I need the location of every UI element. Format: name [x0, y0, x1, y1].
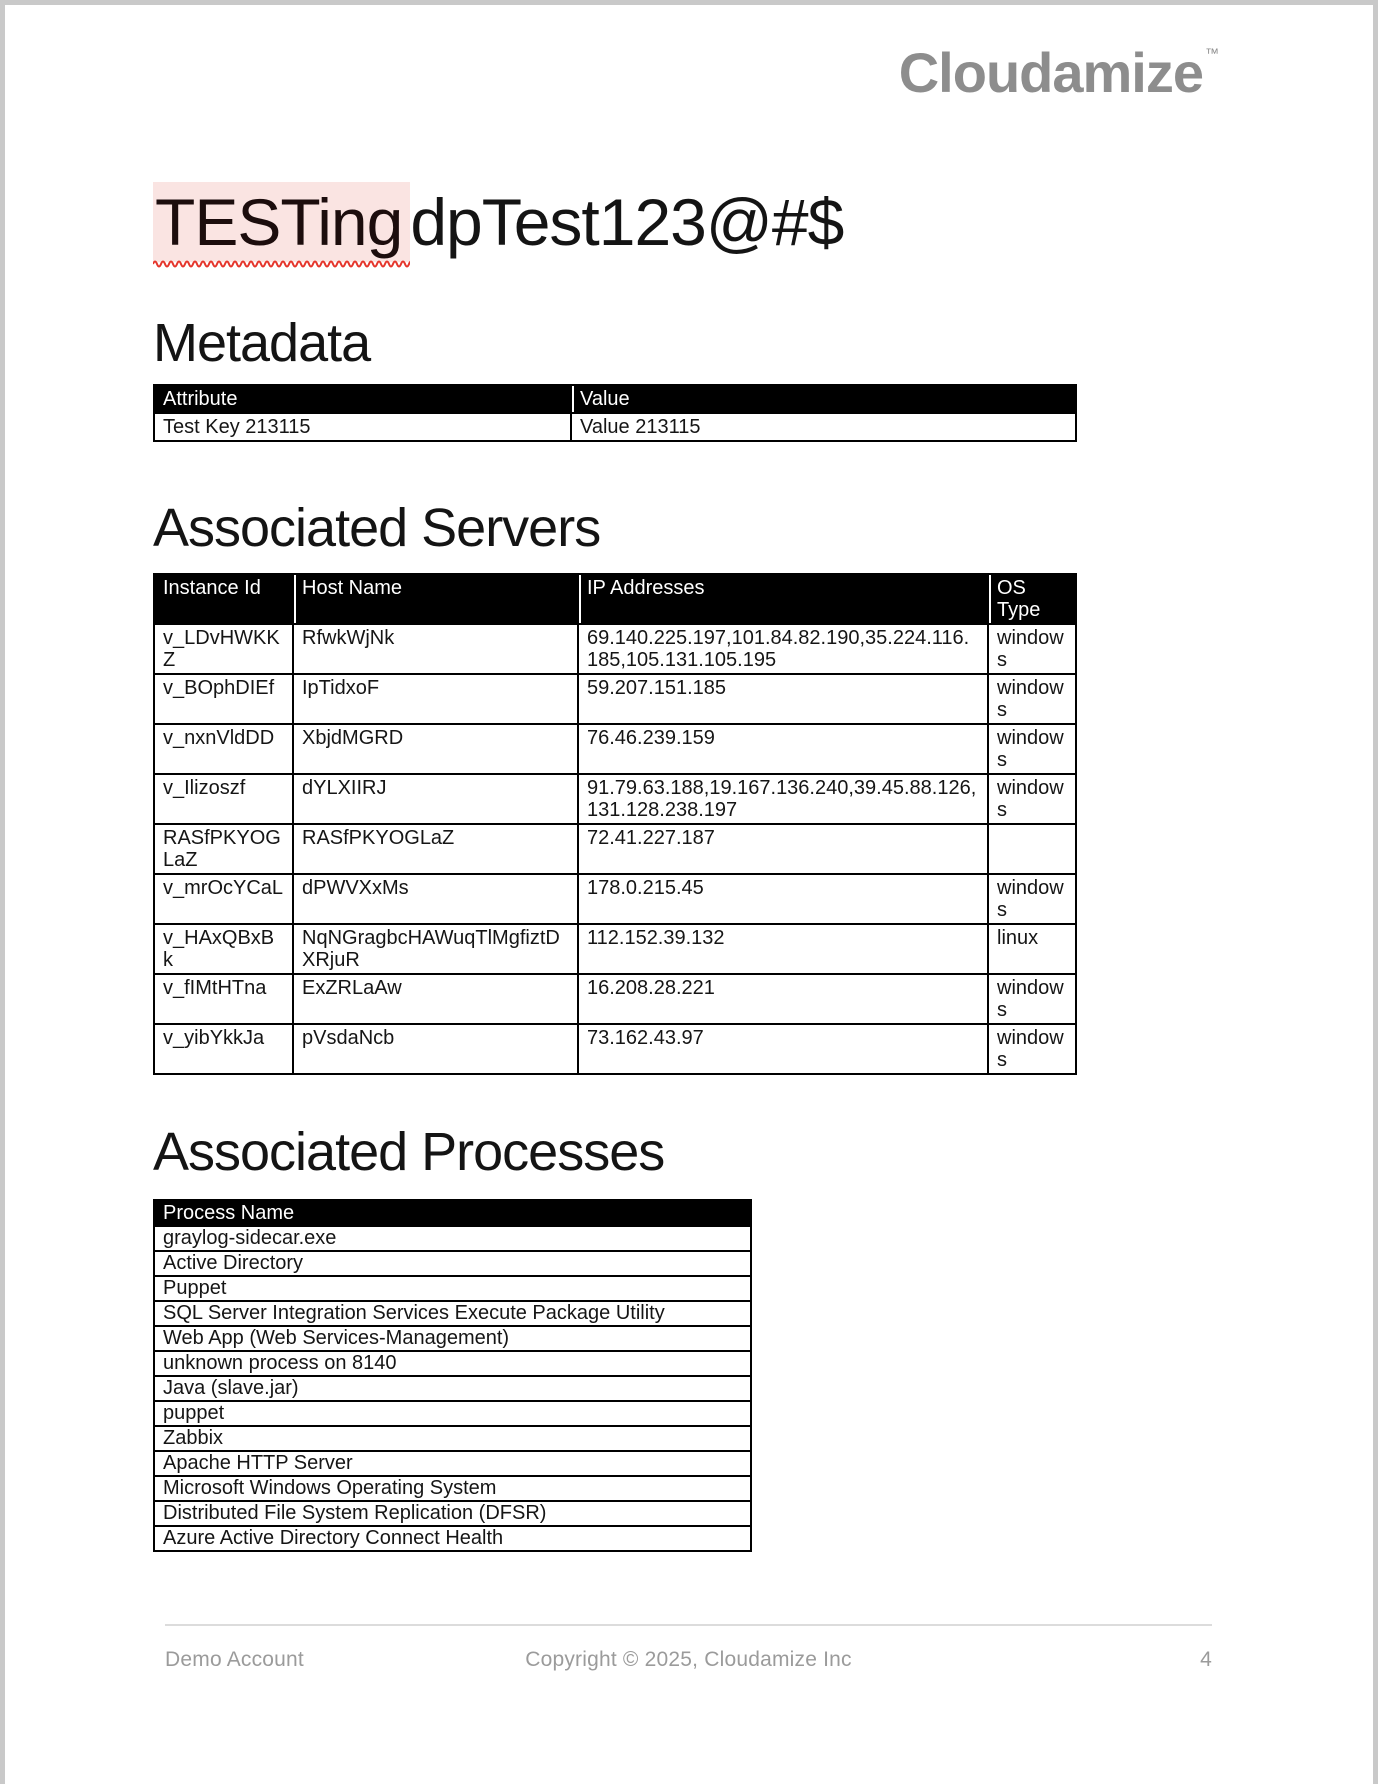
- table-cell: ExZRLaAw: [293, 974, 578, 1024]
- table-cell: Apache HTTP Server: [154, 1451, 751, 1476]
- table-row: [154, 1476, 751, 1501]
- table-cell: windows: [988, 774, 1076, 824]
- table-cell: dYLXIIRJ: [293, 774, 578, 824]
- table-row: [154, 1401, 751, 1426]
- cloudamize-logo: [899, 41, 1217, 119]
- table-row: [154, 1451, 751, 1476]
- table-header-row: [154, 385, 1076, 413]
- table-cell: 91.79.63.188,19.167.136.240,39.45.88.126,131.128.238.197: [578, 774, 988, 824]
- table-cell: graylog-sidecar.exe: [154, 1226, 751, 1251]
- table-cell: puppet: [154, 1401, 751, 1426]
- table-cell: v_yibYkkJa: [154, 1024, 293, 1074]
- table-row: [154, 924, 1076, 974]
- table-cell: Test Key 213115: [154, 413, 571, 441]
- table-cell: Microsoft Windows Operating System: [154, 1476, 751, 1501]
- table-row: [154, 1326, 751, 1351]
- column-header-host-name: Host Name: [293, 574, 578, 624]
- table-cell: v_fIMtHTna: [154, 974, 293, 1024]
- table-cell: v_HAxQBxBk: [154, 924, 293, 974]
- servers-table: [153, 573, 1077, 1075]
- table-cell: windows: [988, 874, 1076, 924]
- logo-row: [5, 41, 1217, 120]
- table-row: [154, 1226, 751, 1251]
- title-highlight-text: TESTing: [155, 185, 403, 259]
- spellcheck-squiggle-icon: [153, 259, 410, 268]
- table-row: [154, 1251, 751, 1276]
- table-row: [154, 724, 1076, 774]
- table-cell: Zabbix: [154, 1426, 751, 1451]
- table-cell: XbjdMGRD: [293, 724, 578, 774]
- table-cell: Value 213115: [571, 413, 1076, 441]
- metadata-table: [153, 384, 1077, 442]
- title-rest-text: dpTest123@#$: [410, 185, 844, 259]
- table-row: [154, 1501, 751, 1526]
- table-cell: 59.207.151.185: [578, 674, 988, 724]
- table-row: [154, 1276, 751, 1301]
- page-footer: [165, 1624, 1212, 1672]
- column-header-attribute: Attribute: [154, 385, 571, 413]
- table-cell: windows: [988, 724, 1076, 774]
- table-cell: 72.41.227.187: [578, 824, 988, 874]
- table-row: [154, 1351, 751, 1376]
- column-header-os-type: OS Type: [988, 574, 1076, 624]
- table-cell: RfwkWjNk: [293, 624, 578, 674]
- table-row: [154, 1426, 751, 1451]
- table-cell: [988, 824, 1076, 874]
- table-cell: pVsdaNcb: [293, 1024, 578, 1074]
- table-cell: unknown process on 8140: [154, 1351, 751, 1376]
- table-row: [154, 874, 1076, 924]
- table-row: [154, 974, 1076, 1024]
- table-cell: RASfPKYOGLaZ: [293, 824, 578, 874]
- table-cell: linux: [988, 924, 1076, 974]
- column-header-process-name: Process Name: [154, 1200, 751, 1226]
- table-cell: 112.152.39.132: [578, 924, 988, 974]
- column-header-instance-id: Instance Id: [154, 574, 293, 624]
- table-cell: Java (slave.jar): [154, 1376, 751, 1401]
- table-cell: v_Ilizoszf: [154, 774, 293, 824]
- footer-page-number: 4: [1200, 1648, 1212, 1671]
- table-row: [154, 674, 1076, 724]
- footer-account-name: Demo Account: [165, 1648, 304, 1671]
- page-title: [153, 182, 1253, 262]
- table-cell: v_BOphDIEf: [154, 674, 293, 724]
- table-cell: RASfPKYOGLaZ: [154, 824, 293, 874]
- table-cell: windows: [988, 674, 1076, 724]
- table-cell: 76.46.239.159: [578, 724, 988, 774]
- table-cell: windows: [988, 974, 1076, 1024]
- table-header-row: [154, 1200, 751, 1226]
- table-cell: Puppet: [154, 1276, 751, 1301]
- logo-text: Cloudamize: [898, 41, 1203, 104]
- table-cell: Active Directory: [154, 1251, 751, 1276]
- table-cell: 69.140.225.197,101.84.82.190,35.224.116.185,105.131.105.195: [578, 624, 988, 674]
- table-cell: Azure Active Directory Connect Health: [154, 1526, 751, 1551]
- table-cell: v_LDvHWKKZ: [154, 624, 293, 674]
- table-row: [154, 624, 1076, 674]
- table-cell: 16.208.28.221: [578, 974, 988, 1024]
- trademark-symbol: ™: [1205, 45, 1219, 61]
- column-header-ip-addresses: IP Addresses: [578, 574, 988, 624]
- table-row: [154, 824, 1076, 874]
- servers-heading: Associated Servers: [153, 498, 601, 558]
- column-header-value: Value: [571, 385, 1076, 413]
- table-cell: dPWVXxMs: [293, 874, 578, 924]
- table-cell: windows: [988, 1024, 1076, 1074]
- table-row: [154, 413, 1076, 441]
- table-row: [154, 1526, 751, 1551]
- table-cell: Web App (Web Services-Management): [154, 1326, 751, 1351]
- processes-heading: Associated Processes: [153, 1122, 665, 1182]
- table-row: [154, 1024, 1076, 1074]
- table-cell: Distributed File System Replication (DFSR): [154, 1501, 751, 1526]
- title-highlighted-word: [153, 182, 410, 262]
- table-cell: 178.0.215.45: [578, 874, 988, 924]
- table-cell: v_nxnVldDD: [154, 724, 293, 774]
- table-row: [154, 1301, 751, 1326]
- metadata-heading: Metadata: [153, 313, 371, 373]
- table-cell: 73.162.43.97: [578, 1024, 988, 1074]
- footer-copyright: Copyright © 2025, Cloudamize Inc: [525, 1648, 852, 1671]
- table-cell: IpTidxoF: [293, 674, 578, 724]
- table-row: [154, 774, 1076, 824]
- table-cell: NqNGragbcHAWuqTlMgfiztDXRjuR: [293, 924, 578, 974]
- table-row: [154, 1376, 751, 1401]
- table-header-row: [154, 574, 1076, 624]
- table-cell: windows: [988, 624, 1076, 674]
- processes-table: [153, 1199, 752, 1552]
- table-cell: SQL Server Integration Services Execute Package Utility: [154, 1301, 751, 1326]
- table-cell: v_mrOcYCaL: [154, 874, 293, 924]
